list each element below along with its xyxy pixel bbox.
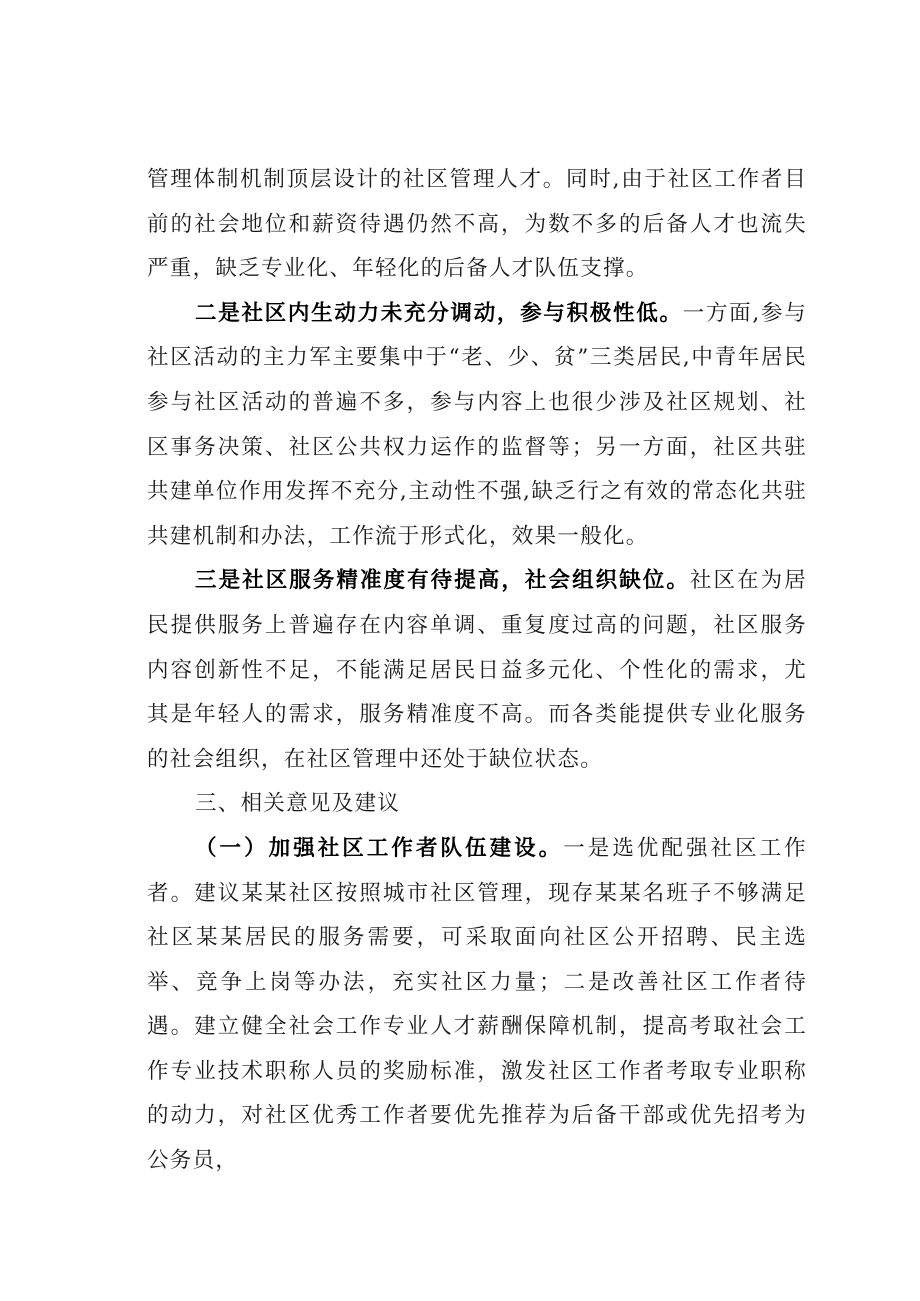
paragraph-text: 一是选优配强社区工作者。建议某某社区按照城市社区管理，现存某某名班子不够满足社区某某居民的服务需要，可采取面向社区公开招聘、民主选举、竞争上岗等办法，充实社区力量；二是改善社区工作者待遇。建立健全社会工作专业人才薪酬保障机制，提高考取社会工作专业技术职称人员的奖励标准，激发社区工作者考取专业职称的动力，对社区优秀工作者要优先推荐为后备干部或优先招考为公务员， xyxy=(147,835,807,1174)
paragraph-community-motivation xyxy=(147,292,807,560)
paragraph-text: 管理体制机制顶层设计的社区管理人才。同时,由于社区工作者目前的社会地位和薪资待遇仍然不高，为数不多的后备人才也流失严重，缺乏专业化、年轻化的后备人才队伍支撑。 xyxy=(147,167,807,282)
paragraph-lead: （一）加强社区工作者队伍建设。 xyxy=(195,835,564,861)
paragraph-workforce-building xyxy=(147,827,807,1184)
paragraph-service-precision xyxy=(147,559,807,782)
paragraph-lead: 三是社区服务精准度有待提高，社会组织缺位。 xyxy=(195,568,690,594)
paragraph-text: 一方面,参与社区活动的主力军主要集中于“老、少、贫”三类居民,中青年居民参与社区活动的普遍不多，参与内容上也很少涉及社区规划、社区事务决策、社区公共权力运作的监督等；另一方面，社区共驻共建单位作用发挥不充分,主动性不强,缺乏行之有效的常态化共驻共建机制和办法，工作流于形式化，效果一般化。 xyxy=(147,300,807,549)
paragraph-text: 社区在为居民提供服务上普遍存在内容单调、重复度过高的问题，社区服务内容创新性不足，不能满足居民日益多元化、个性化的需求，尤其是年轻人的需求，服务精准度不高。而各类能提供专业化服务的社会组织，在社区管理中还处于缺位状态。 xyxy=(147,568,807,772)
section-heading: 三、相关意见及建议 xyxy=(195,791,401,817)
paragraph-lead: 二是社区内生动力未充分调动，参与积极性低。 xyxy=(195,300,683,326)
document-body xyxy=(147,158,807,1184)
paragraph-talent-loss xyxy=(147,158,807,292)
